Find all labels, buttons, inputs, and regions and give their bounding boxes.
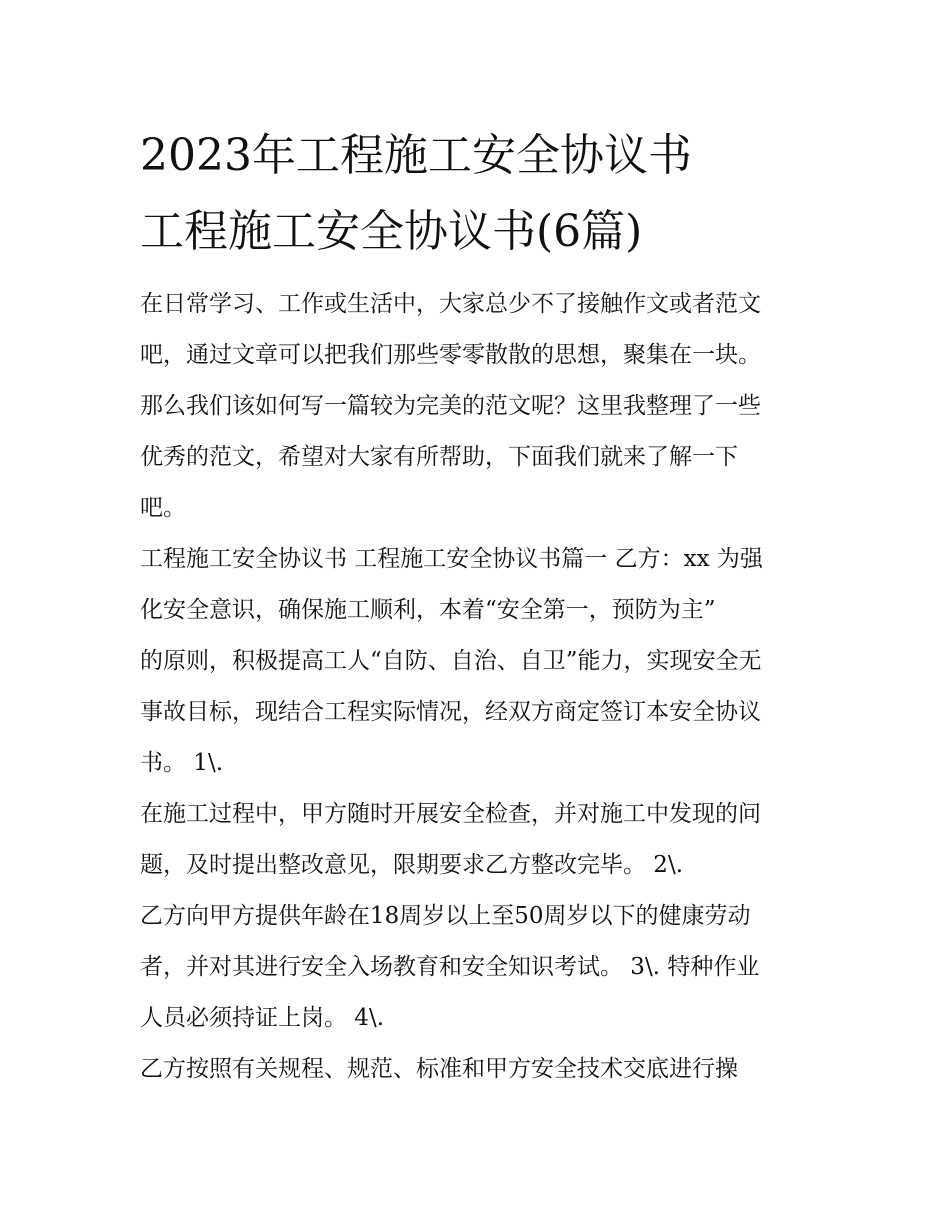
body-line: 事故目标，现结合工程实际情况，经双方商定签订本安全协议 [140, 699, 761, 725]
body-line: 优秀的范文，希望对大家有所帮助，下面我们就来了解一下 [140, 444, 738, 470]
body-line: 那么我们该如何写一篇较为完美的范文呢？这里我整理了一些 [140, 393, 761, 419]
body-line: 在日常学习、工作或生活中，大家总少不了接触作文或者范文 [140, 291, 761, 317]
document-body [140, 279, 830, 1095]
body-line: 吧。 [140, 495, 186, 521]
body-line: 的原则，积极提高工人“自防、自治、自卫”能力，实现安全无 [140, 648, 762, 674]
body-line: 人员必须持证上岗。 4\. [140, 1005, 385, 1031]
body-line: 工程施工安全协议书 工程施工安全协议书篇一 乙方：xx 为强 [140, 546, 763, 572]
body-line: 题，及时提出整改意见，限期要求乙方整改完毕。 2\. [140, 852, 684, 878]
body-line: 乙方向甲方提供年龄在18周岁以上至50周岁以下的健康劳动 [140, 903, 751, 929]
body-line: 在施工过程中，甲方随时开展安全检查，并对施工中发现的问 [140, 801, 761, 827]
body-line: 书。 1\. [140, 750, 224, 776]
body-line: 乙方按照有关规程、规范、标准和甲方安全技术交底进行操 [140, 1056, 738, 1082]
body-line: 者，并对其进行安全入场教育和安全知识考试。 3\. 特种作业 [140, 954, 760, 980]
document-title [140, 118, 820, 270]
title-line-2: 工程施工安全协议书(6篇) [140, 206, 643, 257]
body-line: 化安全意识，确保施工顺利，本着“安全第一，预防为主” [140, 597, 716, 623]
body-line: 吧，通过文章可以把我们那些零零散散的思想，聚集在一块。 [140, 342, 761, 368]
title-line-1: 2023年工程施工安全协议书 [140, 130, 692, 181]
